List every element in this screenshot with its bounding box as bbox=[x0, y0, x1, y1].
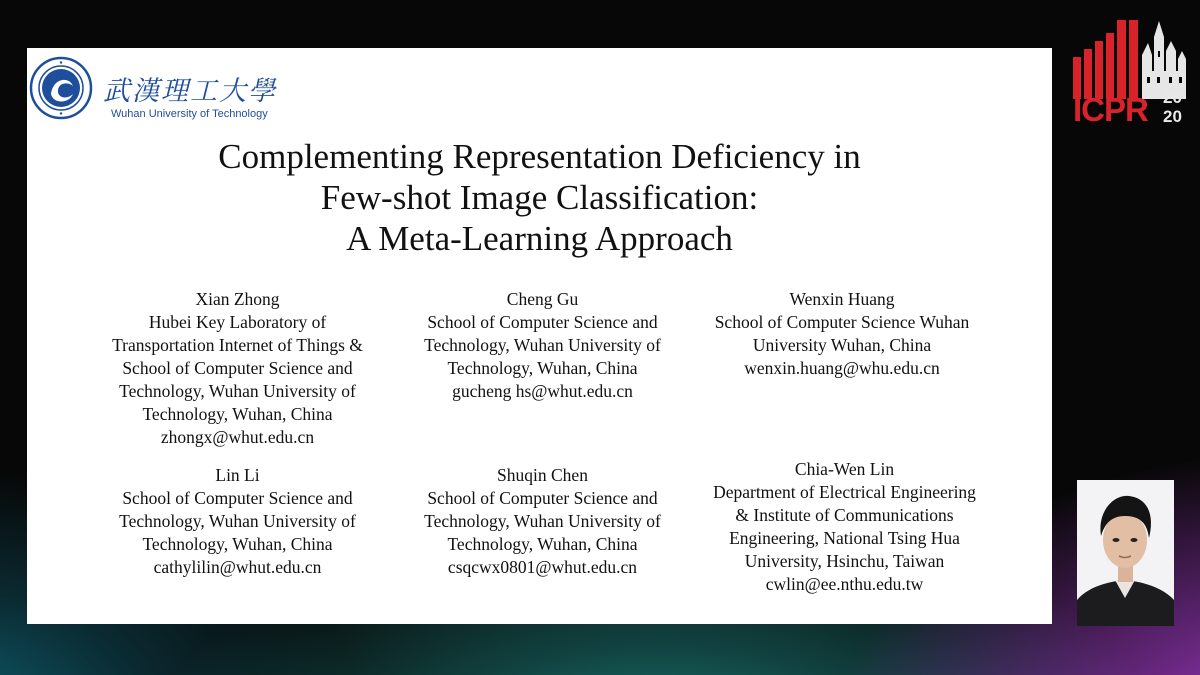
author-affiliation-line: Technology, Wuhan University of bbox=[119, 511, 356, 531]
author-email: cwlin@ee.nthu.edu.tw bbox=[765, 574, 924, 594]
author-affiliation-line: Technology, Wuhan, China bbox=[142, 534, 333, 554]
author-name: Lin Li bbox=[215, 465, 260, 485]
author-email: wenxin.huang@whu.edu.cn bbox=[744, 358, 940, 378]
university-name-en: Wuhan University of Technology bbox=[111, 108, 268, 120]
author-affiliation-line: Technology, Wuhan, China bbox=[447, 358, 638, 378]
author-affiliation-line: Hubei Key Laboratory of bbox=[148, 312, 327, 332]
title-line-2: Few-shot Image Classification: bbox=[320, 178, 759, 217]
author-block bbox=[682, 458, 1007, 596]
speaker-video bbox=[1077, 480, 1174, 626]
author-affiliation-line: School of Computer Science Wuhan bbox=[714, 312, 970, 332]
author-affiliation-line: Technology, Wuhan, China bbox=[447, 534, 638, 554]
author-affiliation-line: Technology, Wuhan University of bbox=[424, 511, 661, 531]
author-affiliation-line: School of Computer Science and bbox=[427, 312, 658, 332]
author-affiliation-line: Department of Electrical Engineering bbox=[713, 482, 976, 502]
paper-title bbox=[27, 136, 1052, 259]
author-block bbox=[390, 464, 695, 579]
author-affiliation-line: School of Computer Science and bbox=[122, 488, 353, 508]
author-name: Xian Zhong bbox=[195, 289, 280, 309]
author-name: Shuqin Chen bbox=[497, 465, 588, 485]
author-block bbox=[390, 288, 695, 403]
author-email: csqcwx0801@whut.edu.cn bbox=[447, 557, 638, 577]
author-affiliation-line: Technology, Wuhan University of bbox=[119, 381, 356, 401]
conference-year bbox=[1163, 88, 1193, 126]
author-affiliation-line: Technology, Wuhan, China bbox=[142, 404, 333, 424]
author-name: Chia-Wen Lin bbox=[794, 459, 895, 479]
author-block bbox=[85, 288, 390, 449]
conference-year-bottom: 20 bbox=[1163, 107, 1182, 126]
author-affiliation-line: Engineering, National Tsing Hua bbox=[729, 528, 960, 548]
university-name-cn: 武漢理工大學 bbox=[103, 76, 277, 107]
university-logo bbox=[29, 56, 279, 122]
title-line-1: Complementing Representation Deficiency in bbox=[218, 137, 861, 176]
author-affiliation-line: University, Hsinchu, Taiwan bbox=[744, 551, 945, 571]
author-email: cathylilin@whut.edu.cn bbox=[153, 557, 322, 577]
title-line-3: A Meta-Learning Approach bbox=[346, 219, 733, 258]
author-name: Cheng Gu bbox=[506, 289, 579, 309]
author-name: Wenxin Huang bbox=[789, 289, 895, 309]
author-email: gucheng hs@whut.edu.cn bbox=[452, 381, 633, 401]
author-email: zhongx@whut.edu.cn bbox=[160, 427, 315, 447]
author-affiliation-line: School of Computer Science and bbox=[427, 488, 658, 508]
conference-name: ICPR bbox=[1073, 91, 1148, 128]
author-block bbox=[85, 464, 390, 579]
author-affiliation-line: University Wuhan, China bbox=[752, 335, 932, 355]
author-affiliation-line: School of Computer Science and bbox=[122, 358, 353, 378]
presentation-slide bbox=[27, 48, 1052, 624]
university-seal-icon bbox=[29, 56, 93, 120]
author-affiliation-line: & Institute of Communications bbox=[735, 505, 954, 525]
speaker-avatar-icon bbox=[1077, 480, 1174, 626]
author-block bbox=[687, 288, 997, 380]
author-affiliation-line: Technology, Wuhan University of bbox=[424, 335, 661, 355]
author-affiliation-line: Transportation Internet of Things & bbox=[112, 335, 363, 355]
conference-year-top: 20 bbox=[1163, 88, 1182, 107]
